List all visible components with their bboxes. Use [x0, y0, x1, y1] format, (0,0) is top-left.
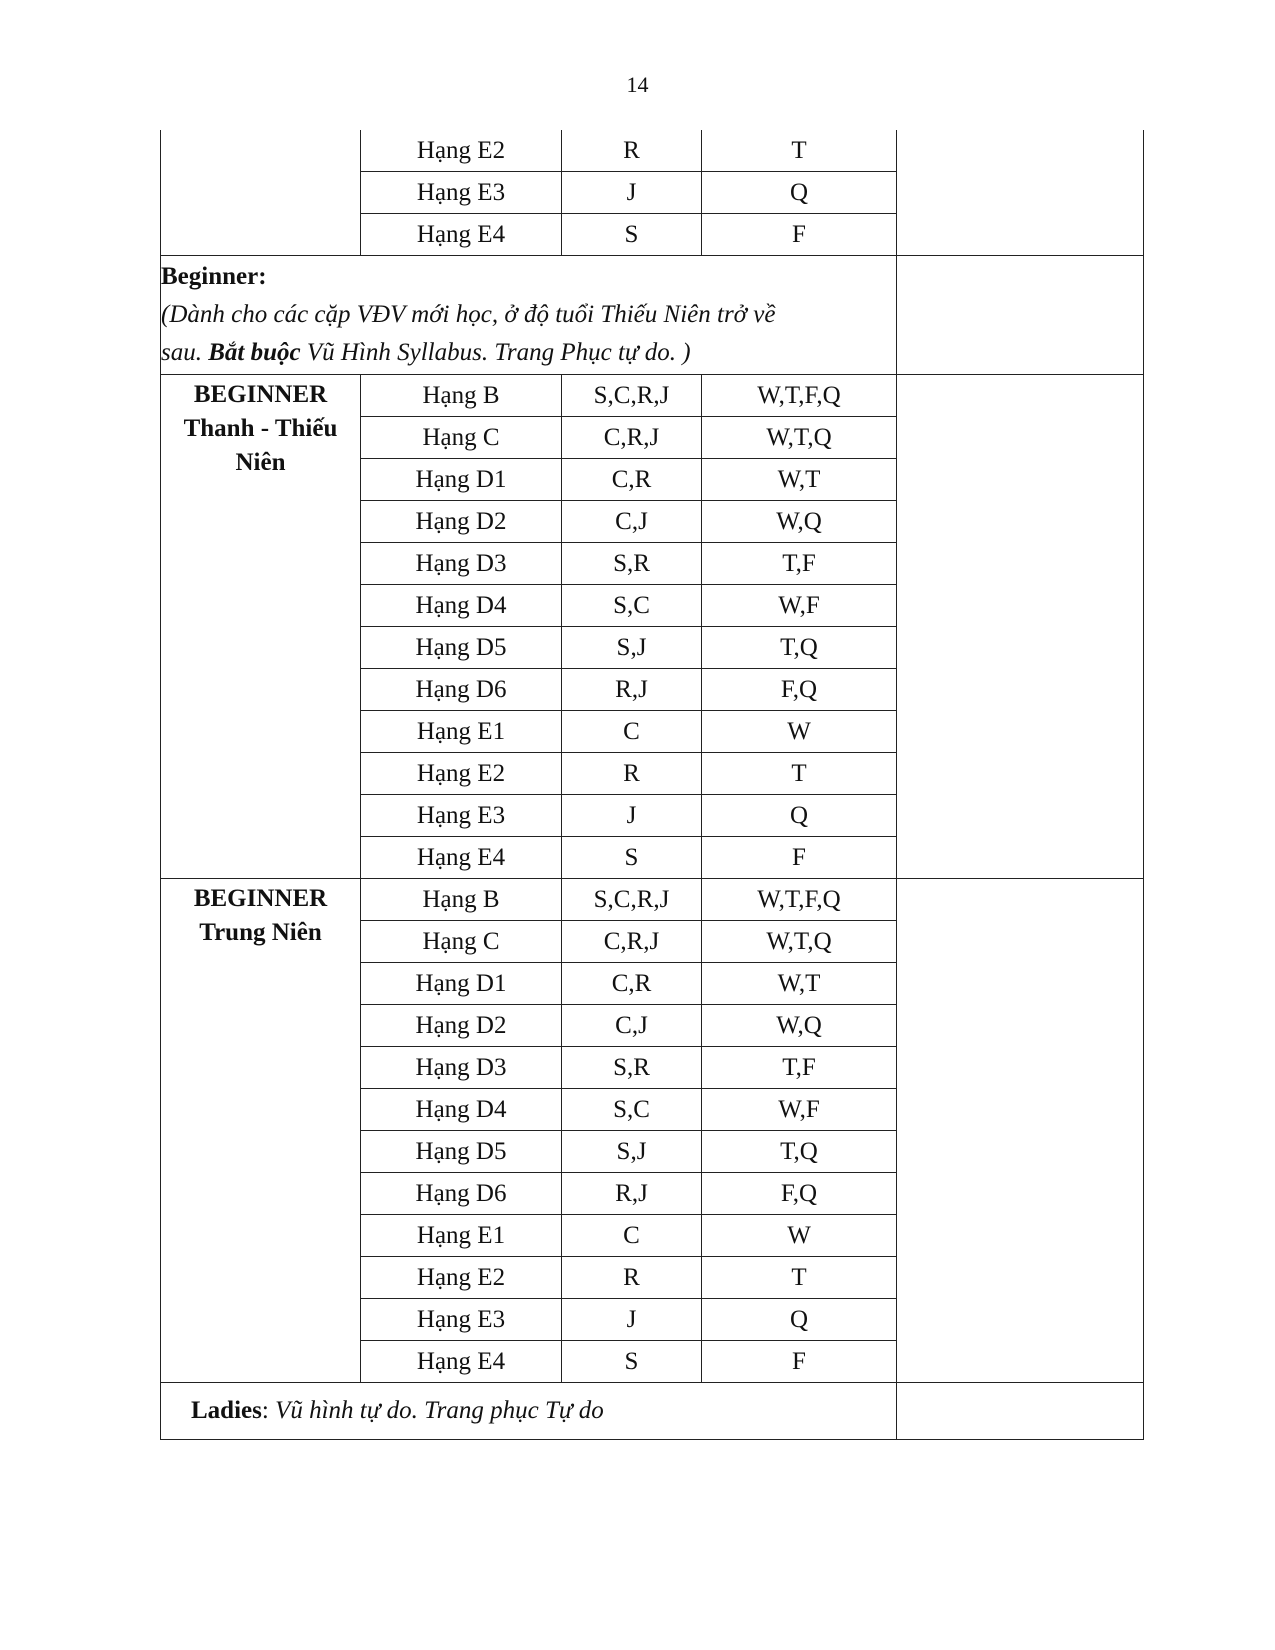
latin-dances-cell: W,T,F,Q	[702, 879, 897, 921]
ladies-separator: :	[261, 1397, 276, 1424]
rank-cell: Hạng E2	[361, 1257, 562, 1299]
standard-dances-cell: J	[562, 1299, 702, 1341]
latin-dances-cell: W,T	[702, 459, 897, 501]
latin-dances-cell: T,Q	[702, 1131, 897, 1173]
latin-dances-cell: W,F	[702, 585, 897, 627]
standard-dances-cell: S,C	[562, 585, 702, 627]
standard-dances-cell: C,R	[562, 963, 702, 1005]
latin-dances-cell: Q	[702, 795, 897, 837]
rank-cell: Hạng D1	[361, 963, 562, 1005]
latin-dances-cell: F,Q	[702, 669, 897, 711]
standard-dances-cell: S	[562, 1341, 702, 1383]
rank-cell: Hạng B	[361, 375, 562, 417]
rank-cell: Hạng D5	[361, 1131, 562, 1173]
category-title: BEGINNER	[193, 381, 328, 408]
table-row	[161, 375, 1144, 417]
ladies-row	[161, 1383, 1144, 1440]
rank-cell: Hạng E1	[361, 711, 562, 753]
ladies-label: Ladies	[191, 1397, 262, 1424]
standard-dances-cell: S,R	[562, 1047, 702, 1089]
latin-dances-cell: W	[702, 1215, 897, 1257]
latin-dances-cell: W	[702, 711, 897, 753]
latin-dances-cell: F,Q	[702, 1173, 897, 1215]
rank-cell: Hạng D3	[361, 1047, 562, 1089]
latin-dances-cell: T	[702, 1257, 897, 1299]
beginner-note-line2	[161, 334, 888, 372]
standard-dances-cell: S,J	[562, 1131, 702, 1173]
standard-dances-cell: R,J	[562, 1173, 702, 1215]
standard-dances-cell: C,R,J	[562, 417, 702, 459]
rank-cell: Hạng E3	[361, 795, 562, 837]
standard-dances-cell: S,J	[562, 627, 702, 669]
beginner-note-line2-prefix: sau.	[161, 339, 209, 366]
rank-cell: Hạng C	[361, 921, 562, 963]
standard-dances-cell: J	[562, 795, 702, 837]
ladies-cell	[161, 1383, 897, 1440]
rank-cell: Hạng D4	[361, 585, 562, 627]
rank-cell: Hạng B	[361, 879, 562, 921]
rank-cell: Hạng E4	[361, 837, 562, 879]
standard-dances-cell: S,C,R,J	[562, 375, 702, 417]
notes-cell-empty	[897, 256, 1144, 375]
latin-dances-cell: F	[702, 1341, 897, 1383]
latin-dances-cell: W,Q	[702, 1005, 897, 1047]
rank-cell: Hạng D6	[361, 1173, 562, 1215]
notes-cell-empty	[897, 1383, 1144, 1440]
standard-dances-cell: S,C	[562, 1089, 702, 1131]
beginner-note-row	[161, 256, 1144, 375]
category-cell-empty	[161, 130, 361, 256]
notes-cell-empty	[897, 130, 1144, 256]
category-title: BEGINNER	[193, 885, 328, 912]
notes-cell-empty	[897, 879, 1144, 1383]
latin-dances-cell: W,T,F,Q	[702, 375, 897, 417]
rank-cell: Hạng E2	[361, 130, 562, 172]
standard-dances-cell: R	[562, 753, 702, 795]
category-cell	[161, 375, 361, 879]
rank-cell: Hạng E3	[361, 1299, 562, 1341]
table-row	[161, 130, 1144, 172]
latin-dances-cell: W,T,Q	[702, 417, 897, 459]
rank-cell: Hạng E1	[361, 1215, 562, 1257]
latin-dances-cell: W,F	[702, 1089, 897, 1131]
standard-dances-cell: C,R	[562, 459, 702, 501]
rank-cell: Hạng D3	[361, 543, 562, 585]
rank-cell: Hạng D6	[361, 669, 562, 711]
standard-dances-cell: C	[562, 1215, 702, 1257]
category-subtitle: Trung Niên	[199, 919, 322, 946]
latin-dances-cell: F	[702, 837, 897, 879]
standard-dances-cell: C,J	[562, 501, 702, 543]
rank-cell: Hạng C	[361, 417, 562, 459]
ladies-text: Vũ hình tự do. Trang phục Tự do	[275, 1397, 604, 1424]
rank-cell: Hạng D5	[361, 627, 562, 669]
rank-cell: Hạng E3	[361, 172, 562, 214]
latin-dances-cell: T,Q	[702, 627, 897, 669]
latin-dances-cell: W,T,Q	[702, 921, 897, 963]
latin-dances-cell: T,F	[702, 1047, 897, 1089]
beginner-note-mandatory: Bắt buộc	[208, 339, 301, 366]
standard-dances-cell: R	[562, 1257, 702, 1299]
standard-dances-cell: S	[562, 214, 702, 256]
latin-dances-cell: Q	[702, 172, 897, 214]
category-cell	[161, 879, 361, 1383]
latin-dances-cell: F	[702, 214, 897, 256]
standard-dances-cell: S,C,R,J	[562, 879, 702, 921]
latin-dances-cell: T,F	[702, 543, 897, 585]
standard-dances-cell: C	[562, 711, 702, 753]
competition-table	[160, 130, 1144, 1440]
latin-dances-cell: W,Q	[702, 501, 897, 543]
rank-cell: Hạng D4	[361, 1089, 562, 1131]
rank-cell: Hạng D1	[361, 459, 562, 501]
notes-cell-empty	[897, 375, 1144, 879]
rank-cell: Hạng E4	[361, 1341, 562, 1383]
standard-dances-cell: S	[562, 837, 702, 879]
standard-dances-cell: C,J	[562, 1005, 702, 1047]
beginner-note-line1: (Dành cho các cặp VĐV mới học, ở độ tuổi Thiếu Niên trở về	[161, 301, 776, 328]
standard-dances-cell: S,R	[562, 543, 702, 585]
rank-cell: Hạng E4	[361, 214, 562, 256]
page-number: 14	[626, 72, 649, 97]
standard-dances-cell: R	[562, 130, 702, 172]
category-subtitle: Thanh - Thiếu Niên	[183, 415, 338, 476]
latin-dances-cell: Q	[702, 1299, 897, 1341]
beginner-heading: Beginner:	[161, 263, 267, 290]
rank-cell: Hạng E2	[361, 753, 562, 795]
standard-dances-cell: R,J	[562, 669, 702, 711]
table-body	[161, 130, 1144, 1440]
beginner-note-line2-suffix: Vũ Hình Syllabus. Trang Phục tự do. )	[300, 339, 691, 366]
latin-dances-cell: W,T	[702, 963, 897, 1005]
latin-dances-cell: T	[702, 753, 897, 795]
latin-dances-cell: T	[702, 130, 897, 172]
rank-cell: Hạng D2	[361, 501, 562, 543]
beginner-note-cell	[161, 256, 897, 375]
rank-cell: Hạng D2	[361, 1005, 562, 1047]
table-row	[161, 879, 1144, 921]
standard-dances-cell: J	[562, 172, 702, 214]
standard-dances-cell: C,R,J	[562, 921, 702, 963]
